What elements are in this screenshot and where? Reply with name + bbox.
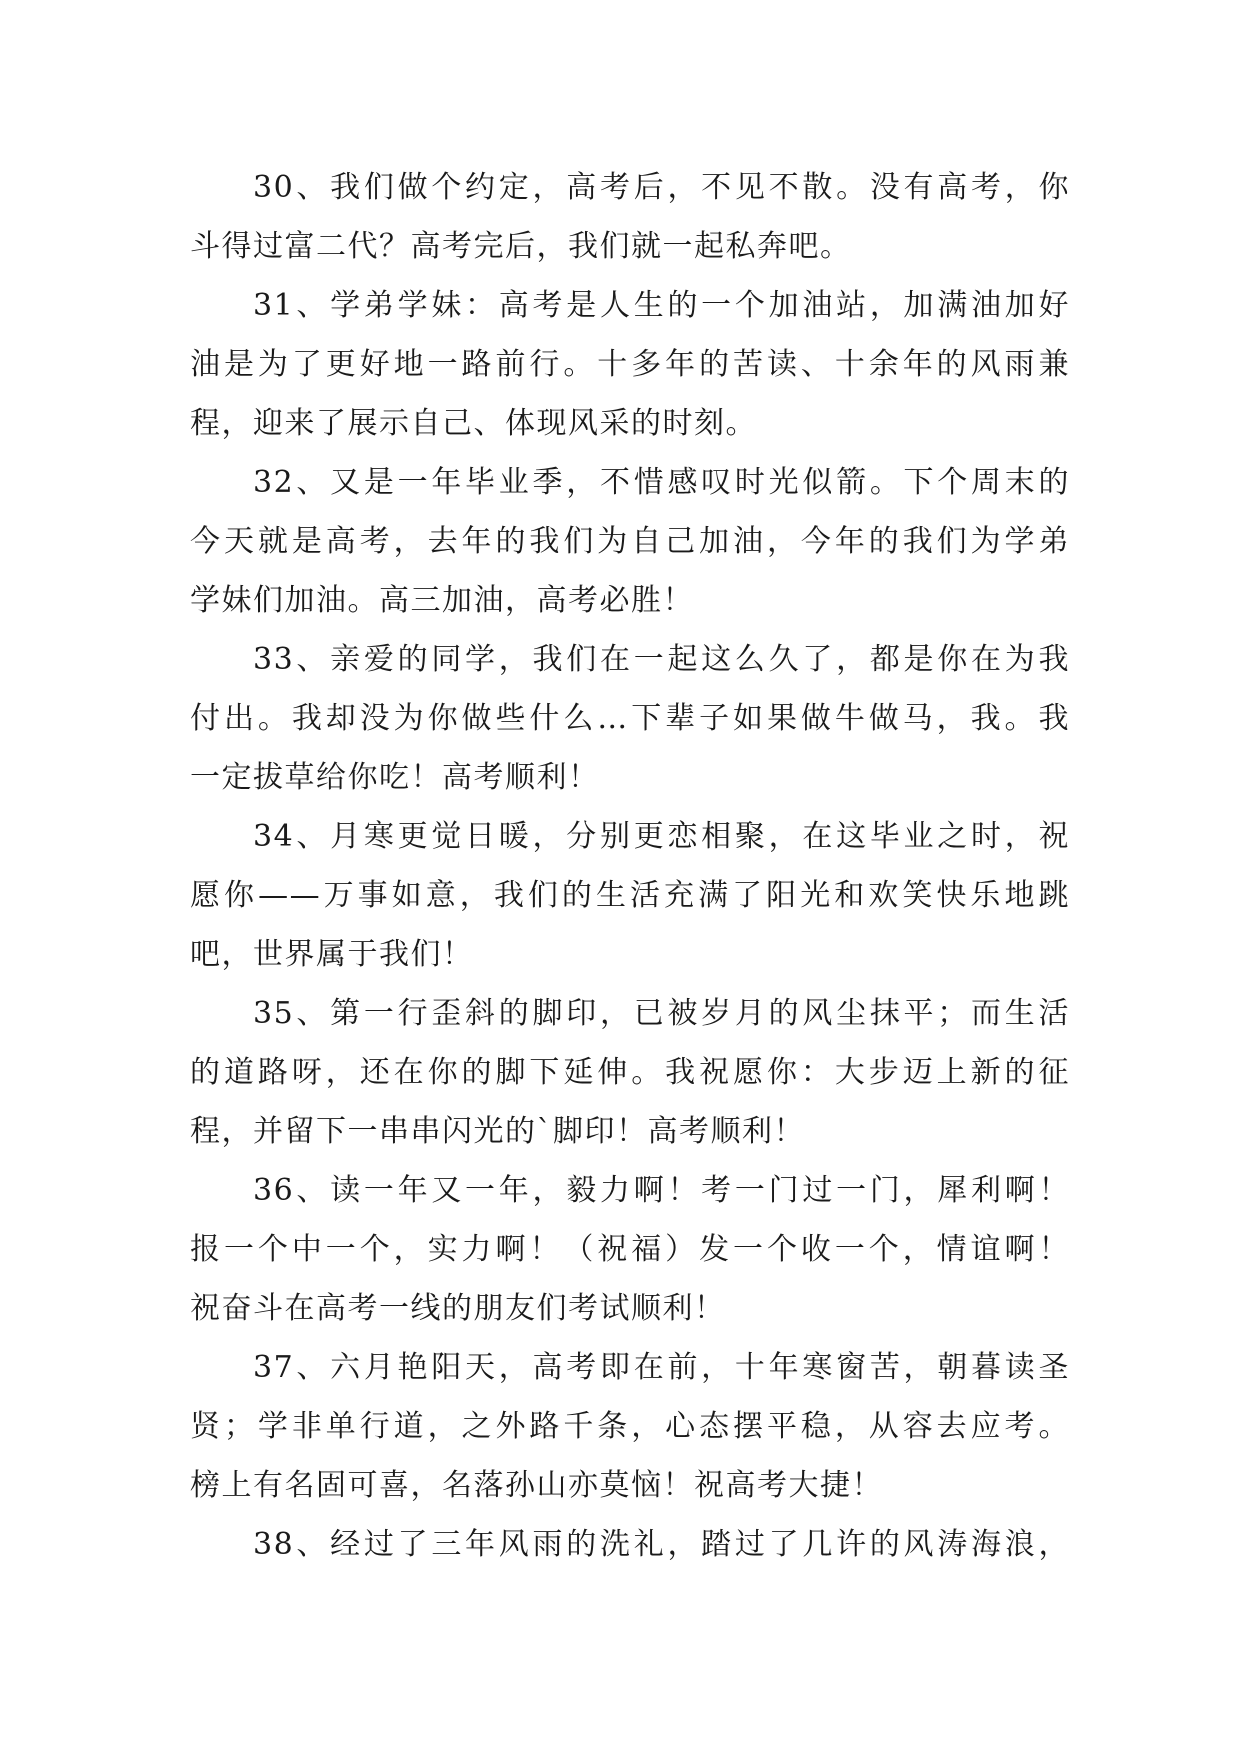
text-line: 吧，世界属于我们！ bbox=[190, 937, 474, 972]
paragraph-31 bbox=[190, 276, 1070, 453]
text-line: 斗得过富二代？高考完后，我们就一起私奔吧。 bbox=[190, 229, 852, 264]
text-line: 油是为了更好地一路前行。十多年的苦读、十余年的风雨兼 bbox=[190, 347, 1070, 382]
text-line: 36、读一年又一年，毅力啊！考一门过一门，犀利啊！ bbox=[253, 1173, 1070, 1208]
text-line: 的道路呀，还在你的脚下延伸。我祝愿你：大步迈上新的征 bbox=[190, 1055, 1070, 1090]
text-line: 贤；学非单行道，之外路千条，心态摆平稳，从容去应考。 bbox=[190, 1409, 1070, 1444]
text-line: 报一个中一个，实力啊！（祝福）发一个收一个，情谊啊！ bbox=[190, 1232, 1070, 1267]
paragraph-32 bbox=[190, 453, 1070, 630]
paragraph-36 bbox=[190, 1161, 1070, 1338]
text-line: 一定拔草给你吃！高考顺利！ bbox=[190, 760, 600, 795]
text-line: 31、学弟学妹：高考是人生的一个加油站，加满油加好 bbox=[253, 288, 1070, 323]
text-line: 38、经过了三年风雨的洗礼，踏过了几许的风涛海浪， bbox=[253, 1527, 1070, 1562]
text-line: 35、第一行歪斜的脚印，已被岁月的风尘抹平；而生活 bbox=[253, 996, 1070, 1031]
paragraph-30 bbox=[190, 158, 1070, 276]
text-line: 付出。我却没为你做些什么…下辈子如果做牛做马，我。我 bbox=[190, 701, 1070, 736]
text-line: 37、六月艳阳天，高考即在前，十年寒窗苦，朝暮读圣 bbox=[253, 1350, 1070, 1385]
paragraph-37 bbox=[190, 1338, 1070, 1515]
document-page bbox=[190, 158, 1070, 1574]
text-line: 30、我们做个约定，高考后，不见不散。没有高考，你 bbox=[253, 170, 1070, 205]
text-line: 程，迎来了展示自己、体现风采的时刻。 bbox=[190, 406, 757, 441]
text-line: 榜上有名固可喜，名落孙山亦莫恼！祝高考大捷！ bbox=[190, 1468, 883, 1503]
text-line: 祝奋斗在高考一线的朋友们考试顺利！ bbox=[190, 1291, 726, 1326]
text-line: 程，并留下一串串闪光的`脚印！高考顺利！ bbox=[190, 1114, 805, 1149]
text-line: 愿你——万事如意，我们的生活充满了阳光和欢笑快乐地跳 bbox=[190, 878, 1070, 913]
paragraph-34 bbox=[190, 807, 1070, 984]
text-line: 33、亲爱的同学，我们在一起这么久了，都是你在为我 bbox=[253, 642, 1070, 677]
paragraph-38 bbox=[190, 1515, 1070, 1574]
paragraph-35 bbox=[190, 984, 1070, 1161]
paragraph-33 bbox=[190, 630, 1070, 807]
text-line: 今天就是高考，去年的我们为自己加油，今年的我们为学弟 bbox=[190, 524, 1070, 559]
text-line: 34、月寒更觉日暖，分别更恋相聚，在这毕业之时，祝 bbox=[253, 819, 1070, 854]
text-line: 32、又是一年毕业季，不惜感叹时光似箭。下个周末的 bbox=[253, 465, 1070, 500]
text-line: 学妹们加油。高三加油，高考必胜！ bbox=[190, 583, 694, 618]
